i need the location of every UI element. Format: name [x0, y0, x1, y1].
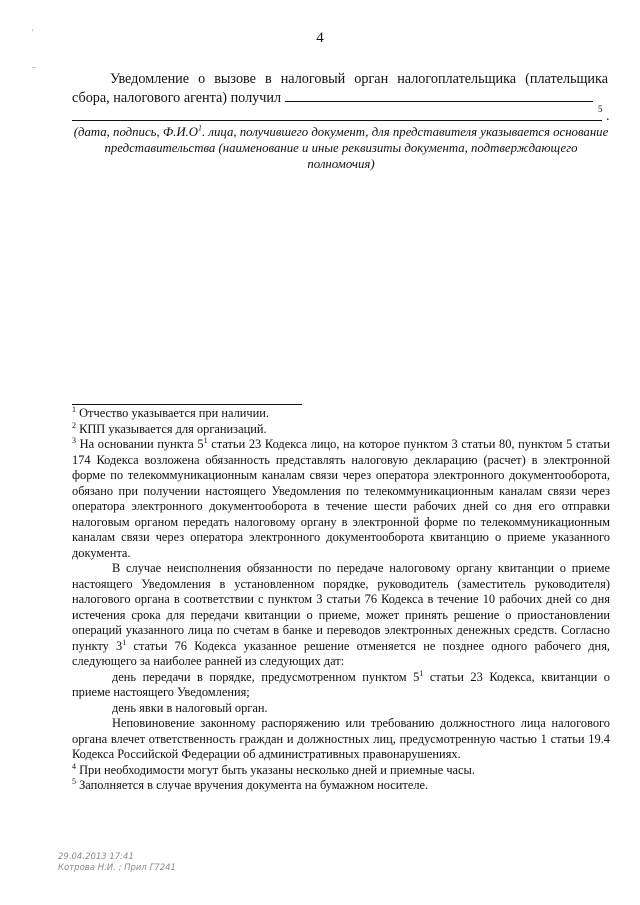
line-footnote-ref: 5	[598, 104, 603, 114]
scan-mark: –	[32, 62, 36, 71]
footnote-4: $^4$ При необходимости могут быть указаны несколько дней и приемные часы.	[72, 761, 475, 777]
recipient-blank-line	[285, 89, 593, 102]
stamp-author: Котрова Н.И. ; Прил Г7241	[58, 863, 176, 873]
footnote-2: $^2$ КПП указывается для организаций.	[72, 420, 267, 436]
signature-blank-line	[72, 120, 602, 121]
footnote-1: $^1$ Отчество указывается при наличии.	[72, 404, 269, 420]
footnote-3: $^3$ На основании пункта $5^1$ статьи 23 Кодекса лицо, на которое пунктом 3 статьи 80, пунктом 5 статьи 174 Кодекса возложена обязанность представлять налоговую декларацию (расчет) в электронной форме по телекоммуникационным каналам связи через оператора электронного документооборота, обязано при получении настоящего Уведомления по телекоммуникационным каналам связи через оператора электронного документооборота в течение шести рабочих дней со дня его отправки налоговым органом передать налоговому органу в электронной форме по телекоммуникационным каналам связи через оператора электронного документооборота квитанцию о приеме указанного документа.	[72, 435, 610, 560]
page-number: 4	[316, 30, 324, 46]
footnote-3-paragraph-2: В случае неисполнения обязанности по передаче налоговому органу квитанции о приеме настоящего Уведомления в установленном порядке, руководитель (заместитель руководителя) налогового органа в соответствии с пунктом 3 статьи 76 Кодекса в течение 10 рабочих дней со дня истечения срока для передачи квитанции о приеме, может принять решение о приостановлении операций указанного лица по счетам в банке и переводов электронных денежных средств. Согласно пункту $3^1$ статьи 76 Кодекса указанное решение отменяется не позднее одного рабочего дня, следующего за наиболее ранней из следующих дат:	[72, 561, 610, 668]
footnote-5: $^5$ Заполняется в случае вручения документа на бумажном носителе.	[72, 776, 429, 792]
stamp-datetime: 29.04.2013 17:41	[58, 852, 134, 862]
footnote-3-paragraph-5: Неповиновение законному распоряжению или требованию должностного лица налогового органа влечет ответственность граждан и должностных лиц, предусмотренную частью 1 статьи 19.4 Кодекса Российской Федерации об административных правонарушениях.	[72, 716, 610, 761]
notice-title: Уведомление о вызове в налоговый орган налогоплательщика (плательщика сбора, налогового агента) получил	[72, 71, 608, 106]
footnote-3-paragraph-3: день передачи в порядке, предусмотренном пунктом $5^1$ статьи 23 Кодекса, квитанции о приеме настоящего Уведомления;	[72, 668, 611, 699]
document-stamp	[58, 852, 176, 874]
footnote-3-paragraph-4: день явки в налоговый орган.	[112, 700, 268, 715]
line-period: .	[606, 109, 610, 124]
signature-caption: (дата, подпись, $Ф.И.О^1$. лица, получившего документ, для представителя указывается основание представительства (наименование и иные реквизиты документа, подтверждающего полномочия)	[73, 123, 609, 171]
notice-heading	[72, 70, 608, 108]
footnote-separator	[72, 404, 302, 405]
scan-mark: '	[32, 28, 34, 37]
footnotes	[72, 406, 610, 794]
